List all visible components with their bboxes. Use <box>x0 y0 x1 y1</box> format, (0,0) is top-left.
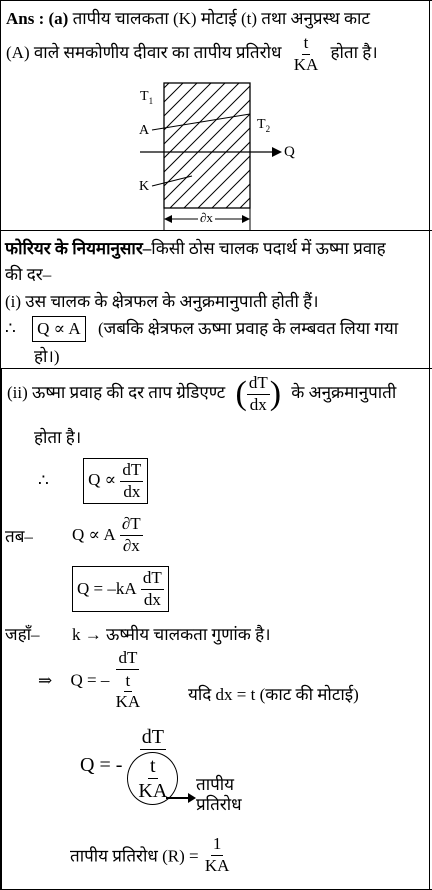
eq3-row <box>72 566 169 612</box>
divider-1 <box>0 230 432 231</box>
q-prop-a-box: Q ∝ A <box>32 316 86 342</box>
eq4-row: ⇒ Q = – $\frac{dT}{\frac{t}{KA}}$ <box>38 648 141 712</box>
point-2-text-post: के अनुक्रमानुपाती <box>291 383 397 403</box>
if-condition: यदि dx = t (काट की मोटाई) <box>188 685 359 704</box>
final-formula: तापीय प्रतिरोध (R) = $\frac{1}{KA}$ <box>70 834 230 875</box>
fourier-heading: फोरियर के नियमानुसार– <box>5 239 152 258</box>
answer-text-3: होता है। <box>330 43 378 63</box>
top-border <box>0 0 432 1</box>
eq1-row <box>38 458 148 504</box>
label-t1: $T_1$ <box>140 89 154 106</box>
label-k: K <box>139 179 150 194</box>
answer-option: (a) <box>48 9 69 28</box>
answer-line-2 <box>6 34 378 74</box>
note-text-2: हो।) <box>34 347 60 366</box>
fourier-line-1 <box>5 236 386 259</box>
fourier-line-2: की दर– <box>5 265 52 284</box>
q-arrow-head <box>272 147 282 157</box>
ans-label: Ans : <box>6 9 45 28</box>
answer-text-1: तापीय चालकता (K) मोटाई (t) तथा अनुप्रस्थ काट <box>72 9 370 28</box>
label-t2: $T_2$ <box>257 117 271 134</box>
eq1-box: Q ∝ $\frac{dT}{dx}$ <box>83 458 148 504</box>
resistance-fraction: $\frac{t}{KA}$ <box>293 33 319 74</box>
circled-term: $\frac{t}{KA}$ <box>127 752 178 805</box>
thermal-resistance-label: तापीय प्रतिरोध <box>196 775 242 816</box>
tab-label: तब– <box>5 527 33 546</box>
gradient-fraction: $\frac{dT}{dx}$ <box>248 373 268 414</box>
handwritten-equation: Q = - $\frac{dT}{\frac{t}{KA}}$ <box>80 726 178 805</box>
point-2-line-2: होता है। <box>34 428 82 447</box>
wall-diagram <box>0 80 432 230</box>
note-text-1: (जबकि क्षेत्रफल ऊष्मा प्रवाह के लम्बवत लिया गया <box>97 319 399 338</box>
where-label: जहाँ– <box>5 625 40 644</box>
therefore-symbol-2: ∴ <box>38 471 49 491</box>
label-dx: ∂x <box>200 210 213 225</box>
area-proportional-line <box>5 316 398 342</box>
point-2-text: (ii) ऊष्मा प्रवाह की दर ताप ग्रेडिएण्ट <box>7 383 226 403</box>
answer-text-2: (A) वाले समकोणीय दीवार का तापीय प्रतिरोध <box>6 43 282 63</box>
point-1: (i) उस चालक के क्षेत्रफल के अनुक्रमानुपाती होती हैं। <box>5 292 319 311</box>
label-a: A <box>139 123 150 138</box>
answer-line-1 <box>6 6 370 29</box>
label-q: Q <box>284 144 295 160</box>
where-text: k → ऊष्मीय चालकता गुणांक है। <box>72 625 271 644</box>
compound-fraction: $\frac{dT}{\frac{t}{KA}}$ <box>115 648 141 712</box>
eq3-box: Q = –kA $\frac{dT}{dx}$ <box>72 566 169 612</box>
fourier-text-1: किसी ठोस चालक पदार्थ में ऊष्मा प्रवाह <box>151 239 386 258</box>
therefore-symbol: ∴ <box>5 319 16 338</box>
point-2-line-1: (ii) ऊष्मा प्रवाह की दर ताप ग्रेडिएण्ट ( $\frac{dT}{dx}$ ) के अनुक्रमानुपाती <box>7 373 397 414</box>
eq2: Q ∝ A $\frac{\partial T}{\partial x}$ <box>72 514 141 555</box>
